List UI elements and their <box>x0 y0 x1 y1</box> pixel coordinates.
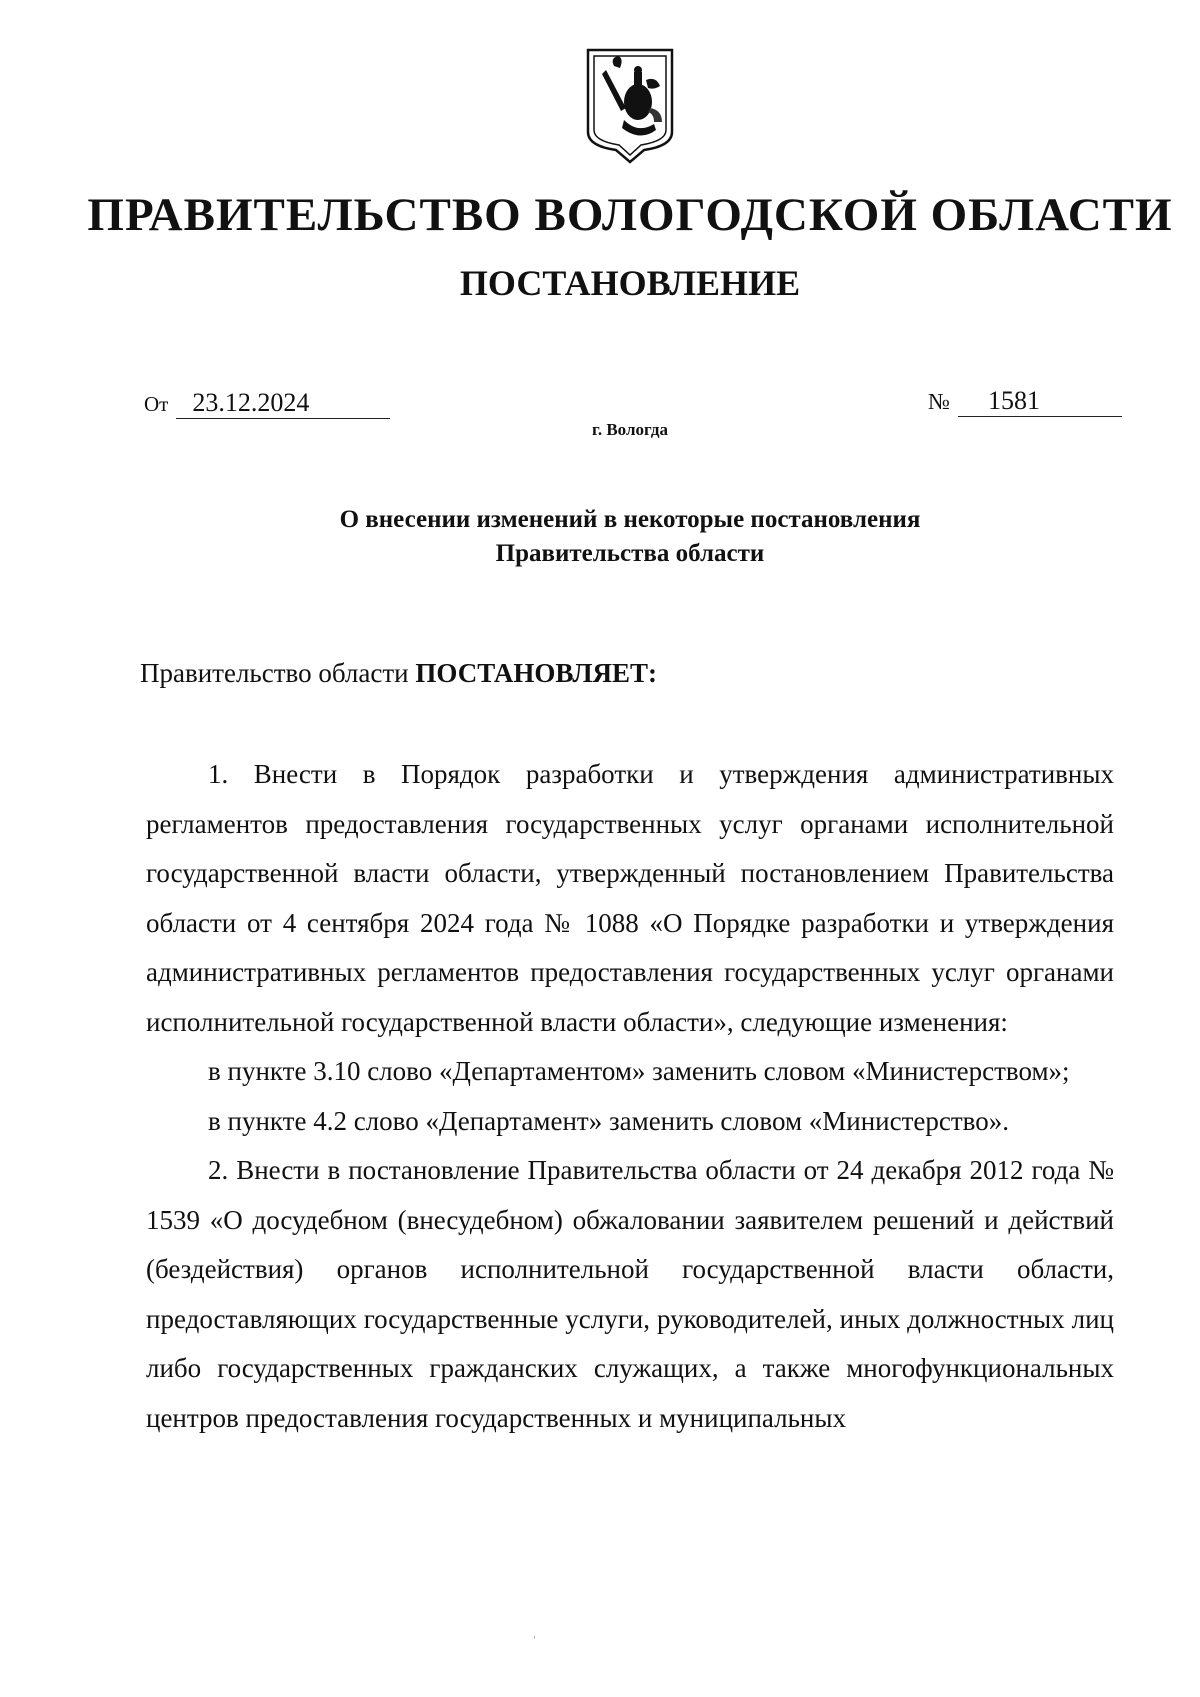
paragraph-1: 1. Внести в Порядок разработки и утверждения административных регламентов предоставления государственных услуг органами исполнительной государственной власти области, утвержденный постановлением Правительства области от 4 сентября 2024 года № 1088 «О Порядке разработки и утверждения административных регламентов предоставления государственных услуг органами исполнительной государственной власти области», следующие изменения: <box>146 759 1114 1037</box>
preamble-verb: ПОСТАНОВЛЯЕТ: <box>415 658 657 688</box>
organization-title: ПРАВИТЕЛЬСТВО ВОЛОГОДСКОЙ ОБЛАСТИ <box>87 189 1173 241</box>
date-label: От <box>144 392 169 416</box>
number-value: 1581 <box>958 386 1122 417</box>
document-date <box>144 388 390 419</box>
document-number <box>928 386 1122 417</box>
preamble-text: Правительство области <box>140 658 409 688</box>
scan-artifact <box>534 1636 535 1639</box>
paragraph-2: 2. Внести в постановление Правительства области от 24 декабря 2012 года № 1539 «О досудебном (внесудебном) обжаловании заявителем решений и действий (бездействия) органов исполнительной государственной власти области, предоставляющих государственные услуги, руководителей, иных должностных лиц либо государственных гражданских служащих, а также многофункциональных центров предоставления государственных и муниципальных <box>146 1155 1114 1433</box>
document-body <box>146 750 1114 1443</box>
paragraph-1-item-1: в пункте 3.10 слово «Департаментом» заменить словом «Министерством»; <box>208 1056 1070 1086</box>
preamble <box>140 658 657 689</box>
city: г. Вологда <box>592 420 668 439</box>
document-type: ПОСТАНОВЛЕНИЕ <box>459 263 801 303</box>
coat-of-arms-icon <box>584 46 676 164</box>
subject-line-1: О внесении изменений в некоторые постановления <box>339 506 921 533</box>
document-subject <box>0 503 1200 571</box>
date-value: 23.12.2024 <box>176 388 390 419</box>
paragraph-1-item-2: в пункте 4.2 слово «Департамент» заменить словом «Министерство». <box>208 1105 1009 1136</box>
subject-line-2: Правительства области <box>495 540 765 567</box>
number-label: № <box>928 389 950 414</box>
